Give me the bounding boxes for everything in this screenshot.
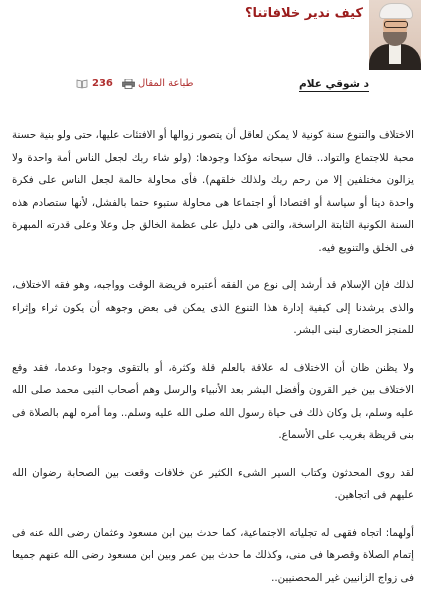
article-header	[0, 0, 425, 80]
article-paragraph: ولا يظنن ظان أن الاختلاف له علاقة بالعلم قلة وكثرة، أو بالتقوى وجودا وعدما، فقد وقع الاختلاف بين خير القرون وأفضل البشر بعد الأنبياء والرسل وهم أصحاب النبى محمد صلى الله عليه وسلم، بل وكان ذلك فى حياة رسول الله صلى الله عليه وسلم.. وما أمره لهم بالصلاة فى بنى قريظة بغريب على الأسماع.	[12, 361, 414, 441]
author-name-link[interactable]: د شوقي علام	[299, 78, 369, 90]
author-photo	[369, 0, 421, 70]
article-paragraph: لقد روى المحدثون وكتاب السير الشىء الكثير عن خلافات وقعت بين الصحابة رضوان الله عليهم فى اتجاهين.	[12, 466, 414, 501]
article-body	[12, 124, 414, 604]
book-icon	[76, 79, 88, 89]
article-paragraph: الاختلاف والتنوع سنة كونية لا يمكن لعاقل أن يتصور زوالها أو الافتئات عليها، حتى ولو بنية حسنة محبة للاجتماع والتواد.. قال سبحانه مؤكدا وجودها: (ولو شاء ربك لجعل الناس أمة واحدة ولا يزالون مختلفين إلا من رحم ربك ولذلك خلقهم). فأى محاولة حالمة لجعل الناس على فكرة واحدة دينا أو سياسة أو اقتصادا أو اجتماعا هى محاولة ستبوء حتما بالفشل، لأنها ستصادم هذه السنة الكونية الثابتة الراسخة، والتى هى دليل على عظمة الخالق جل وعلا وعلى قدرته المبهرة فى الخلق والتنويع فيه.	[12, 129, 414, 254]
printer-icon[interactable]	[122, 79, 135, 89]
article-meta-bar	[0, 78, 425, 92]
print-article-link[interactable]: طباعة المقال	[138, 78, 194, 89]
read-count: 236	[92, 78, 113, 89]
article-title: كيف ندير خلافاتنا؟	[244, 6, 363, 21]
article-paragraph: أولهما: اتجاه فقهى له تجلياته الاجتماعية، كما حدث بين ابن مسعود وعثمان رضى الله عنه فى إتمام الصلاة وقصرها فى منى، وكذلك ما حدث بين عمر وبين ابن مسعود رضى الله عنهم جميعا فى زواج الزانيين غير المحصنيين..	[12, 526, 414, 584]
article-paragraph: لذلك فإن الإسلام قد أرشد إلى نوع من الفقه أعتبره فريضة الوقت وواجبه، وهو فقه الاختلاف، والذى يرشدنا إلى كيفية إدارة هذا التنوع الذى يمكن فى بعض وجوهه أن يكون ثراء وإثراء للمنجز الحضارى لبنى البشر.	[12, 279, 414, 336]
